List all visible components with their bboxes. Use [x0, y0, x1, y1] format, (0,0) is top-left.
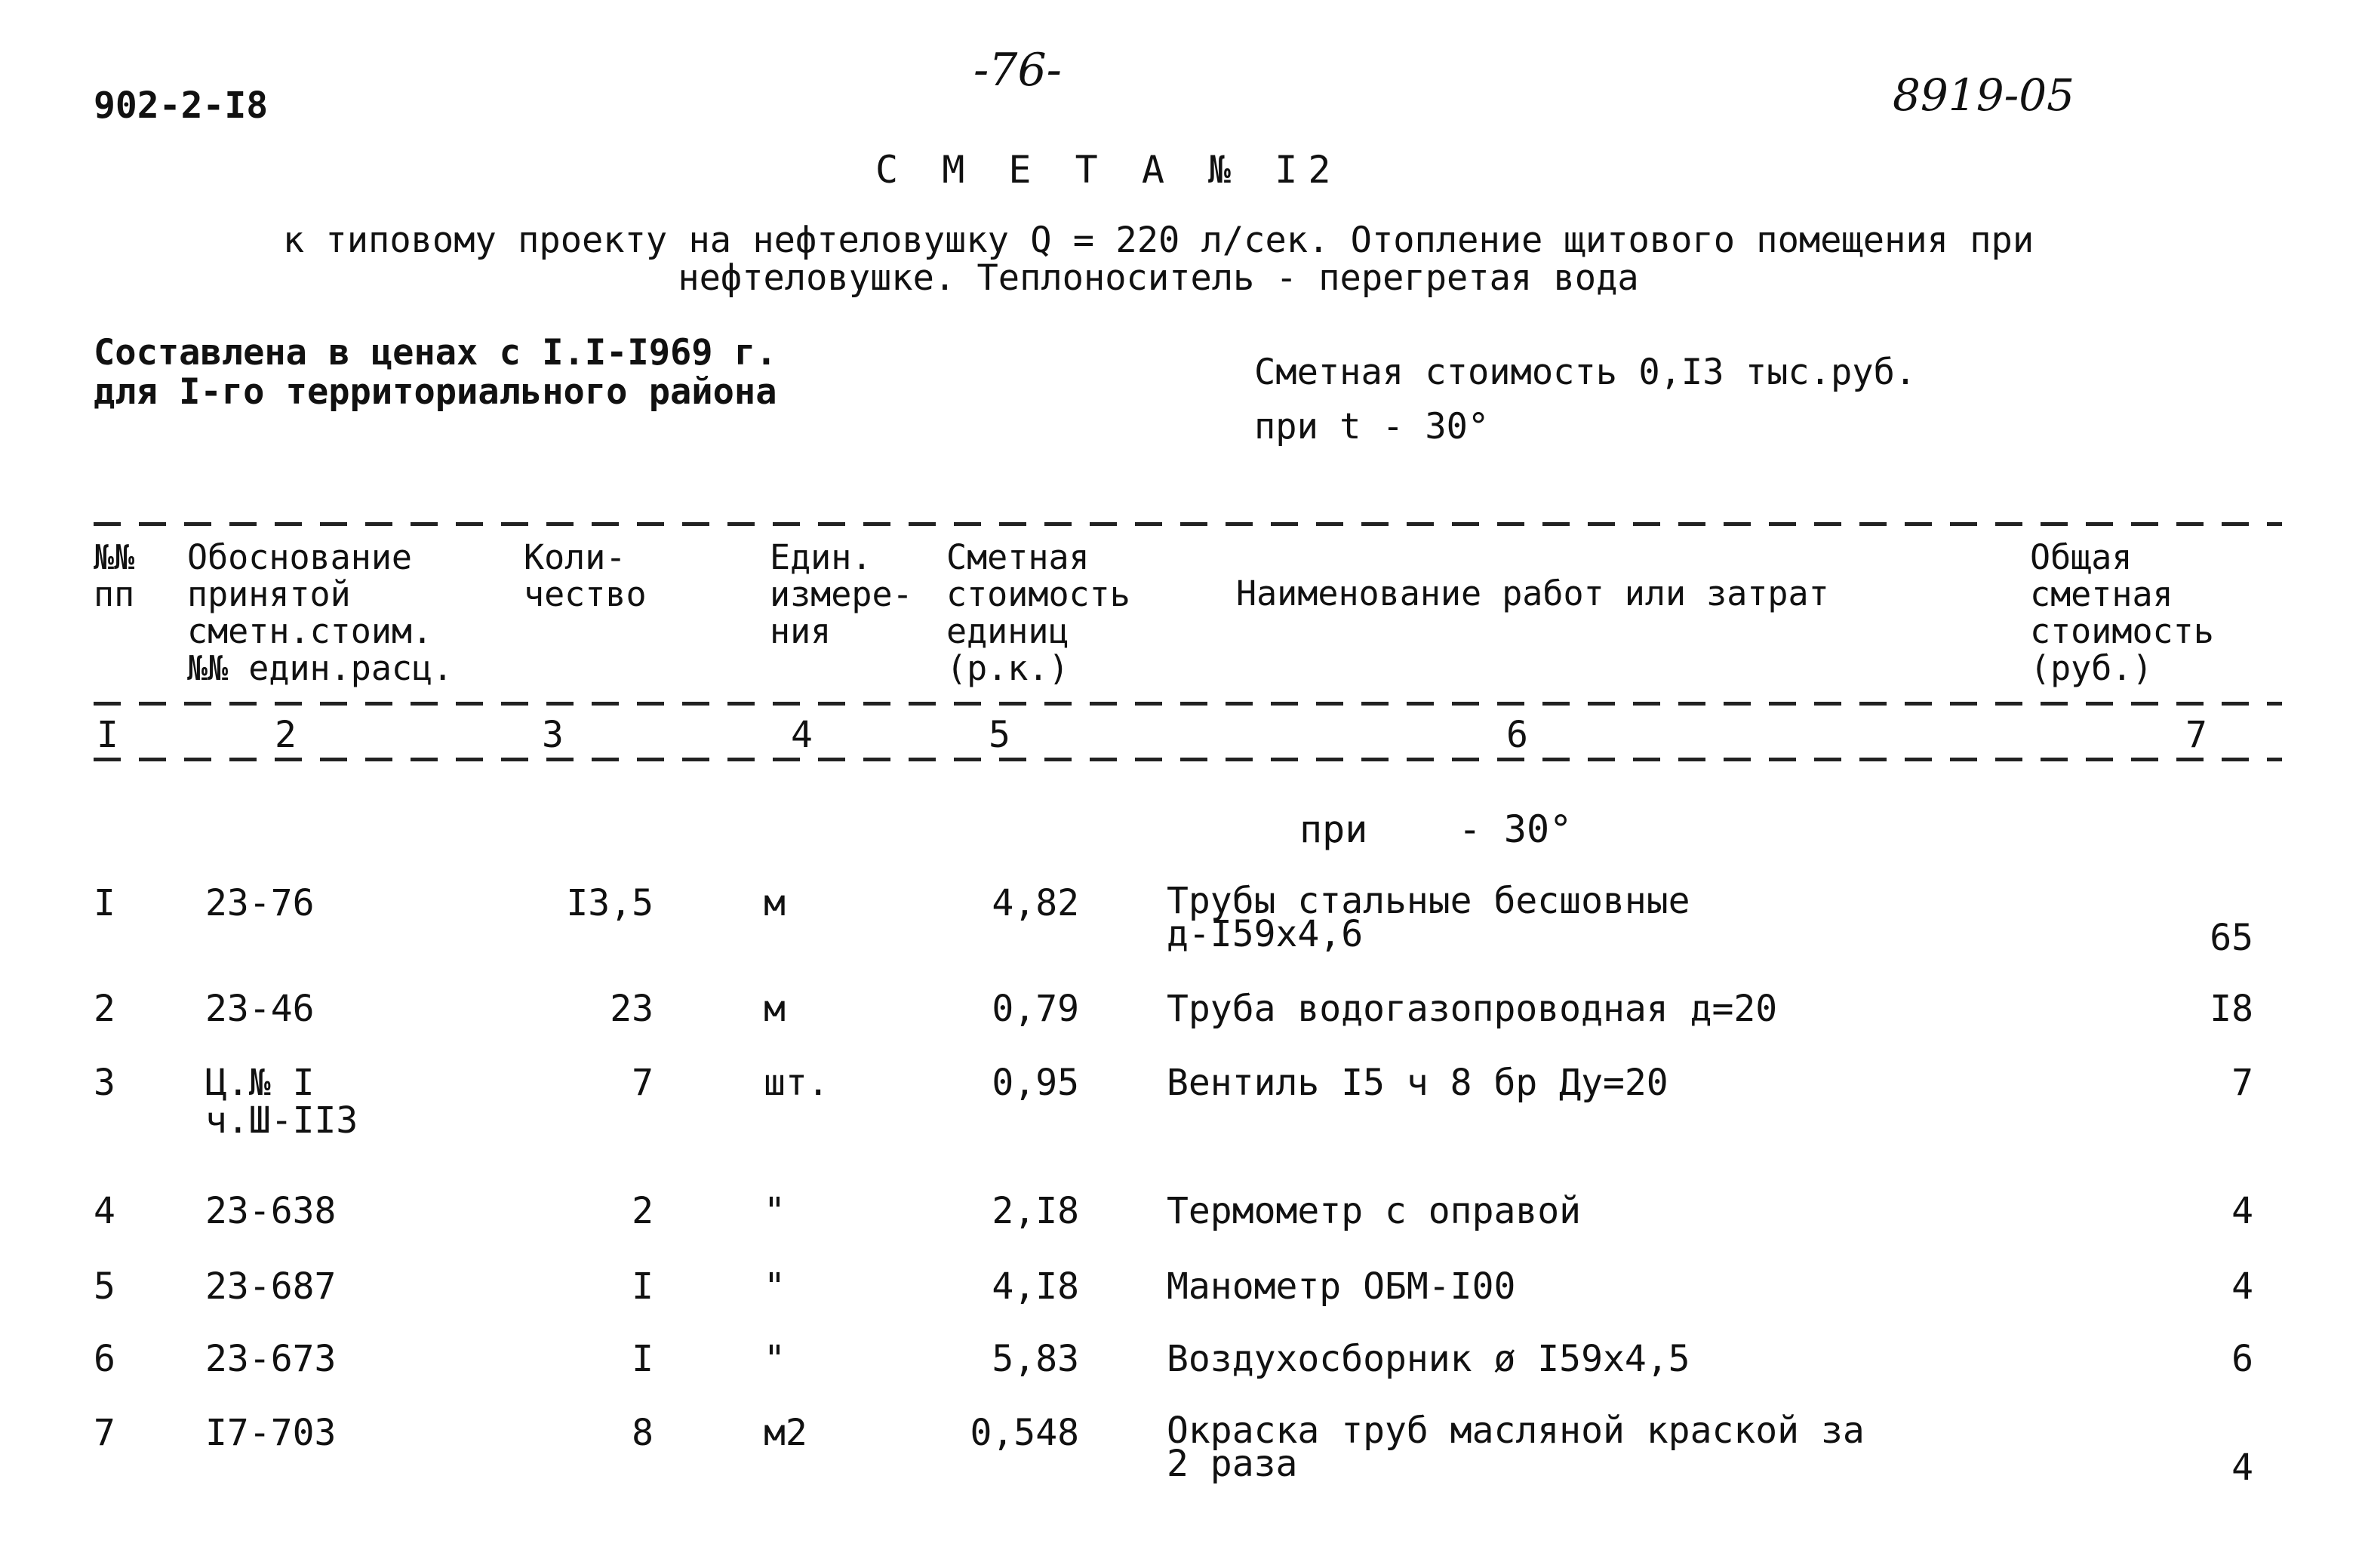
row-7-total: 4 — [2231, 1447, 2253, 1489]
row-5-qty: I — [632, 1265, 654, 1308]
row-3-unit-cost: 0,95 — [992, 1062, 1079, 1104]
row-1-name: Трубы стальные бесшовные д-I59х4,6 — [1167, 880, 1690, 955]
page-number: -76- — [973, 44, 1062, 97]
document-code: 902-2-I8 — [94, 85, 269, 127]
row-4-no: 4 — [94, 1190, 115, 1232]
row-3-no: 3 — [94, 1062, 115, 1104]
column-number-5: 5 — [989, 714, 1010, 756]
column-number-6: 6 — [1506, 714, 1528, 756]
header-rule — [94, 702, 2282, 706]
row-3-basis: Ц.№ I ч.Ш-II3 — [205, 1062, 358, 1142]
row-2-unit-cost: 0,79 — [992, 988, 1079, 1030]
column-numbers-rule — [94, 758, 2282, 761]
row-2-basis: 23-46 — [205, 988, 315, 1030]
row-1-unit-cost: 4,82 — [992, 882, 1079, 924]
price-basis — [94, 334, 777, 412]
row-7-basis: I7-703 — [205, 1412, 337, 1454]
row-4-unit: " — [764, 1190, 786, 1232]
row-4-qty: 2 — [632, 1190, 654, 1232]
column-number-7: 7 — [2185, 714, 2207, 756]
row-3-unit: шт. — [764, 1062, 829, 1104]
price-basis-line-1: Составлена в ценах с I.I-I969 г. — [94, 332, 777, 374]
header-col-unit: Един. измере- ния — [770, 537, 913, 651]
document-title: С М Е Т А № I2 — [875, 148, 1342, 192]
cost-condition: при t - 30° — [1254, 406, 1490, 447]
row-4-name: Термометр с оправой — [1167, 1190, 1582, 1232]
row-6-no: 6 — [94, 1338, 115, 1380]
column-number-4: 4 — [791, 714, 813, 756]
header-col-number: №№ пп — [94, 537, 135, 614]
row-6-total: 6 — [2231, 1338, 2253, 1380]
column-number-3: 3 — [542, 714, 564, 756]
row-1-qty: I3,5 — [566, 882, 654, 924]
row-3-qty: 7 — [632, 1062, 654, 1104]
row-5-basis: 23-687 — [205, 1265, 337, 1308]
row-4-basis: 23-638 — [205, 1190, 337, 1232]
row-2-total: I8 — [2210, 988, 2253, 1030]
row-7-qty: 8 — [632, 1412, 654, 1454]
row-3-name: Вентиль I5 ч 8 бр Ду=20 — [1167, 1062, 1668, 1104]
inventory-number: 8919-05 — [1893, 69, 2075, 121]
row-1-unit: м — [764, 882, 786, 924]
row-5-unit: " — [764, 1265, 786, 1308]
header-col-basis: Обоснование принятой сметн.стоим. №№ един.расц. — [187, 537, 454, 688]
row-7-unit-cost: 0,548 — [970, 1412, 1079, 1454]
header-col-quantity: Коли- чество — [524, 537, 647, 614]
row-1-no: I — [94, 882, 115, 924]
column-number-1: I — [97, 714, 118, 756]
row-6-unit: " — [764, 1338, 786, 1380]
row-6-unit-cost: 5,83 — [992, 1338, 1079, 1380]
row-7-unit: м2 — [764, 1412, 807, 1454]
document-subtitle: к типовому проекту на нефтеловушку Q = 220 л/сек. Отопление щитового помещения при нефтеловушке. Теплоноситель - перегретая вода — [282, 220, 2034, 299]
header-col-total: Общая сметная стоимость (руб.) — [2030, 537, 2214, 688]
row-4-total: 4 — [2231, 1190, 2253, 1232]
row-2-qty: 23 — [610, 988, 654, 1030]
header-col-unit-cost: Сметная стоимость единиц (р.к.) — [946, 537, 1130, 688]
row-2-unit: м — [764, 988, 786, 1030]
row-3-total: 7 — [2231, 1062, 2253, 1104]
row-6-name: Воздухосборник ø I59х4,5 — [1167, 1338, 1690, 1380]
column-number-2: 2 — [275, 714, 297, 756]
estimated-cost: Сметная стоимость 0,I3 тыс.руб. — [1254, 352, 1917, 393]
row-5-name: Манометр ОБМ-I00 — [1167, 1265, 1516, 1308]
row-5-total: 4 — [2231, 1265, 2253, 1308]
header-col-name: Наименование работ или затрат — [1236, 573, 1829, 613]
price-basis-line-2: для I-го территориального района — [94, 371, 777, 413]
row-4-unit-cost: 2,I8 — [992, 1190, 1079, 1232]
row-5-no: 5 — [94, 1265, 115, 1308]
section-condition: при - 30° — [1299, 807, 1573, 851]
row-6-basis: 23-673 — [205, 1338, 337, 1380]
row-7-no: 7 — [94, 1412, 115, 1454]
row-5-unit-cost: 4,I8 — [992, 1265, 1079, 1308]
row-6-qty: I — [632, 1338, 654, 1380]
row-2-name: Труба водогазопроводная д=20 — [1167, 988, 1778, 1030]
row-2-no: 2 — [94, 988, 115, 1030]
row-1-basis: 23-76 — [205, 882, 315, 924]
row-7-name: Окраска труб масляной краской за 2 раза — [1167, 1410, 1865, 1485]
table-top-rule — [94, 522, 2282, 526]
row-1-total: 65 — [2210, 917, 2253, 959]
